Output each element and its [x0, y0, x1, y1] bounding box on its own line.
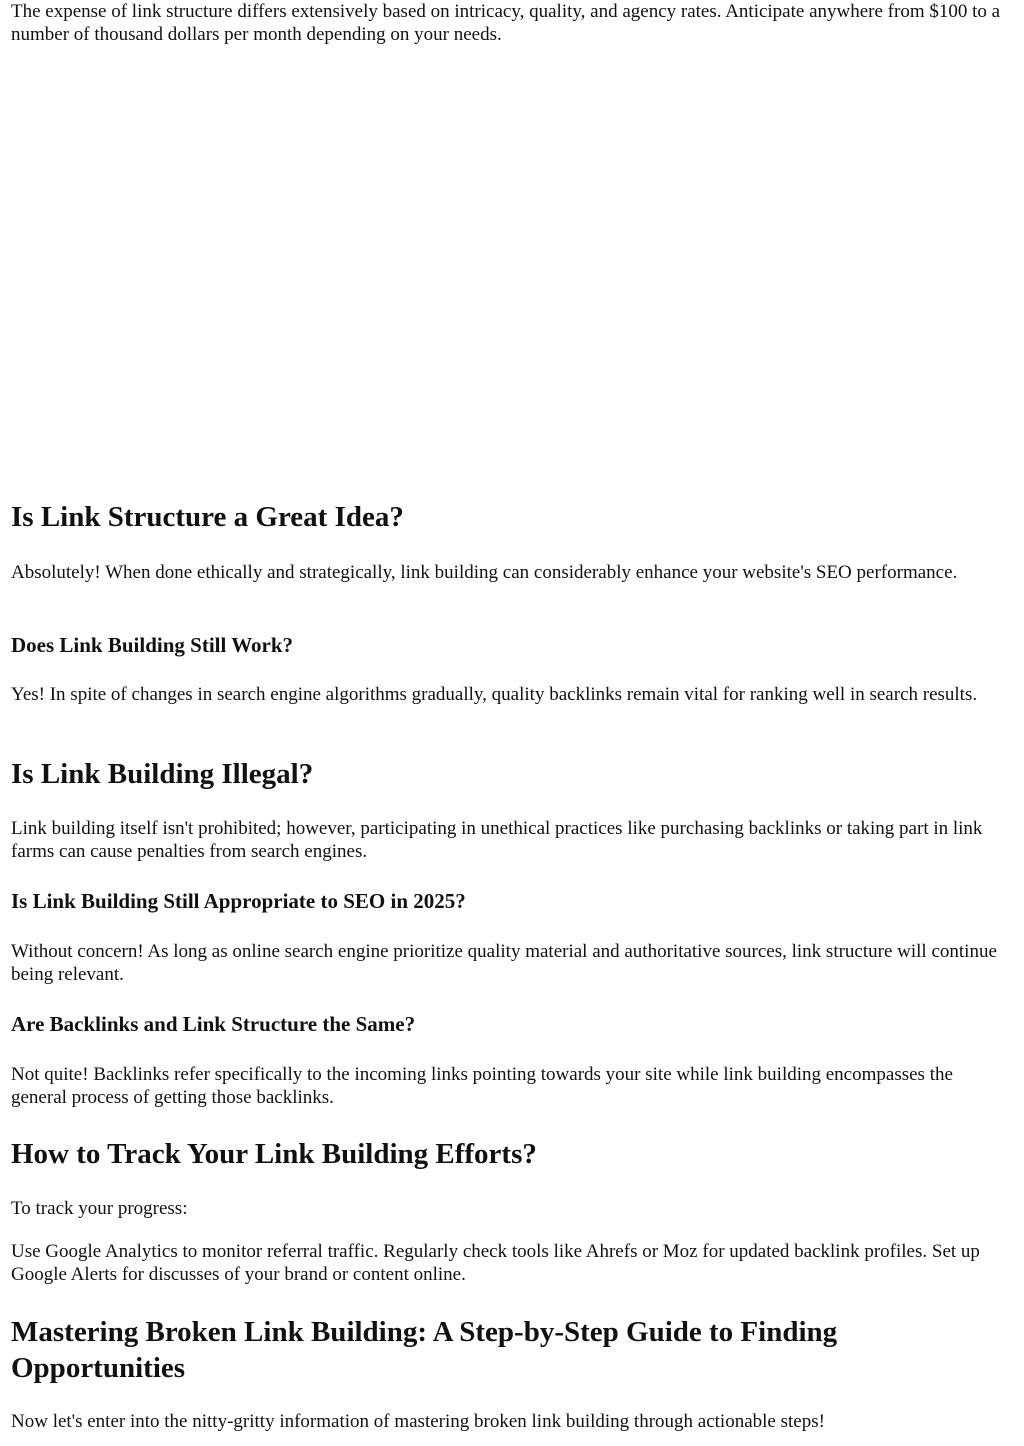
paragraph-link-building-illegal: Link building itself isn't prohibited; however, participating in unethical practices like purchasing backlinks or taking part in link farms can cause penalties from search engines. [11, 818, 983, 862]
paragraph-broken-link-building: Now let's enter into the nitty-gritty information of mastering broken link building through actionable steps! [11, 1411, 825, 1432]
paragraph-link-building-work: Yes! In spite of changes in search engine algorithms gradually, quality backlinks remain vital for ranking well in search results. [11, 684, 978, 705]
paragraph-track-tools: Use Google Analytics to monitor referral traffic. Regularly check tools like Ahrefs or Moz for updated backlink profiles. Set up Google Alerts for discusses of your brand or content online. [11, 1241, 980, 1285]
heading-link-building-work: Does Link Building Still Work? [11, 633, 294, 657]
blank-image-area [11, 55, 1011, 485]
heading-seo-2025: Is Link Building Still Appropriate to SEO in 2025? [11, 889, 466, 913]
heading-backlinks-same: Are Backlinks and Link Structure the Same? [11, 1012, 416, 1036]
heading-track-efforts: How to Track Your Link Building Efforts? [11, 1138, 537, 1170]
heading-link-building-illegal: Is Link Building Illegal? [11, 758, 314, 790]
paragraph-track-progress: To track your progress: [11, 1198, 188, 1219]
paragraph-backlinks-same: Not quite! Backlinks refer specifically to the incoming links pointing towards your site while link building encompasses the general process of getting those backlinks. [11, 1064, 953, 1108]
heading-broken-link-building: Mastering Broken Link Building: A Step-by-Step Guide to Finding Opportunities [11, 1316, 838, 1384]
paragraph-link-structure-idea: Absolutely! When done ethically and strategically, link building can considerably enhance your website's SEO performance. [11, 562, 958, 583]
paragraph-seo-2025: Without concern! As long as online search engine prioritize quality material and authoritative sources, link structure will continue being relevant. [11, 941, 997, 985]
heading-link-structure-idea: Is Link Structure a Great Idea? [11, 501, 404, 533]
intro-paragraph: The expense of link structure differs extensively based on intricacy, quality, and agency rates. Anticipate anywhere from $100 to a number of thousand dollars per month depending on your needs. [11, 1, 1001, 45]
